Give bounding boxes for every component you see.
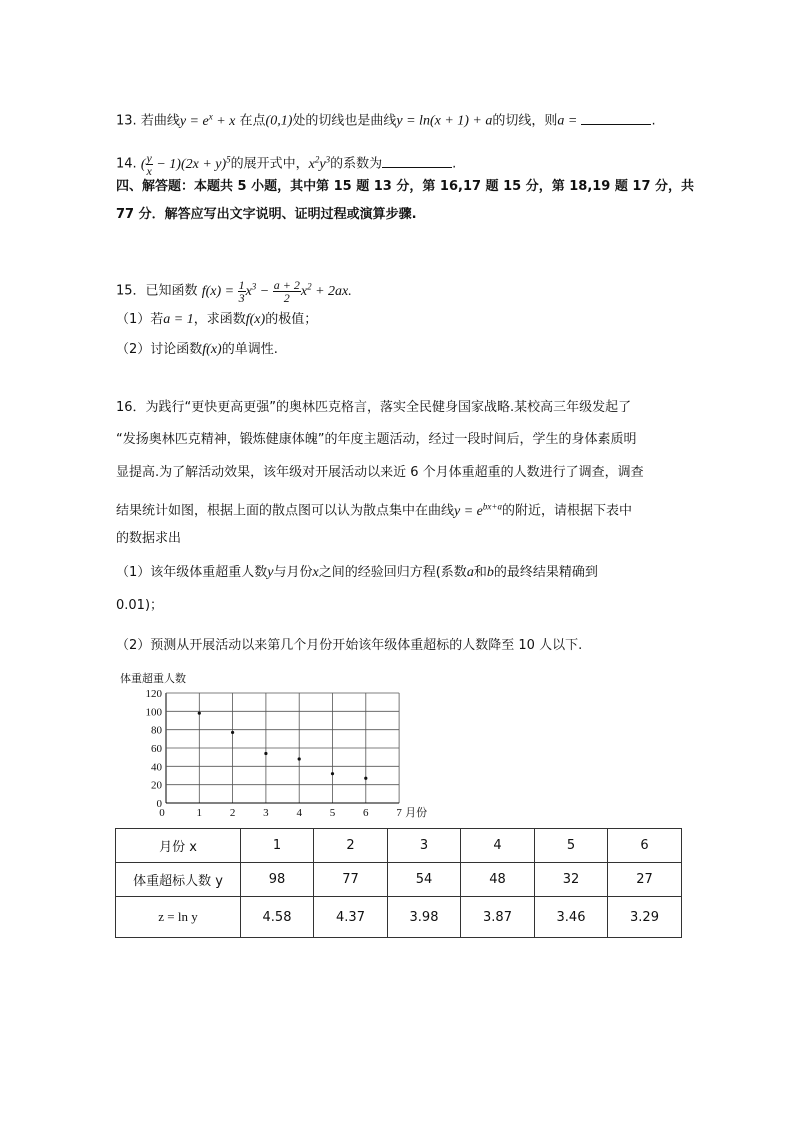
- question-14: [116, 144, 456, 180]
- q13-text-1: 若曲线: [140, 113, 180, 129]
- x-tick-label: 7: [396, 807, 402, 819]
- table-cell: 3.46: [535, 897, 608, 938]
- table-cell: 1: [241, 829, 314, 863]
- table-cell: 4: [461, 829, 535, 863]
- table-cell: 32: [535, 863, 608, 897]
- data-table: [115, 828, 682, 938]
- q13-curve-ln: y = ln(x + 1) + a: [396, 113, 493, 129]
- q14-text-1: 的展开式中，: [230, 156, 309, 172]
- table-cell: 77: [314, 863, 388, 897]
- y-axis-title: 体重超重人数: [120, 672, 186, 685]
- table-cell: 4.37: [314, 897, 388, 938]
- table-cell: 2: [314, 829, 388, 863]
- y-tick-label: 20: [151, 779, 162, 792]
- q15-text-1: 已知函数: [145, 283, 198, 299]
- q13-curve-exp: $y = e^x + x$: [179, 111, 236, 129]
- data-point: [198, 712, 201, 715]
- x-tick-label: 5: [329, 807, 336, 819]
- x-tick-label: 2: [229, 807, 236, 819]
- q16-p1-math-a: a: [466, 565, 474, 580]
- table-row-header: 月份 x: [116, 829, 241, 863]
- q15-p1-math-a: a = 1: [163, 312, 194, 327]
- x-axis-title: 月份: [405, 806, 428, 819]
- q13-text-3: 处的切线也是曲线: [292, 113, 397, 129]
- q16-line-4: [116, 496, 632, 522]
- q16-p1-math-b: b: [486, 565, 494, 580]
- q16-part-1-cont: 0.01)；: [116, 598, 164, 613]
- q16-part-1: [116, 563, 598, 583]
- q13-number: 13.: [116, 113, 137, 129]
- y-tick-label: 60: [151, 743, 162, 755]
- question-15: [116, 268, 352, 310]
- q14-answer-blank[interactable]: [382, 155, 452, 168]
- question-13: [116, 106, 656, 132]
- q16-part-2: （2）预测从开展活动以来第几个月份开始该年级体重超标的人数降至 10 人以下.: [116, 638, 583, 653]
- scatter-chart: [112, 668, 432, 820]
- q15-p1-text-c: 的极值；: [265, 312, 318, 327]
- section-4-line-2: 77 分．解答应写出文字说明、证明过程或演算步骤.: [116, 207, 417, 222]
- q16-p1-math-x: x: [312, 565, 319, 580]
- table-cell: 48: [461, 863, 535, 897]
- q15-p2-math-f: f(x): [202, 342, 222, 357]
- q13-text-2: 在点: [239, 113, 266, 129]
- q15-part-2: [116, 340, 278, 360]
- data-point: [298, 757, 301, 760]
- q15-p2-text-b: 的单调性.: [221, 342, 278, 357]
- q15-part-1: [116, 310, 317, 330]
- q14-expression: ( $\frac{y}{x}$ − $1)(2x + y)^5$: [140, 150, 231, 178]
- q14-end: .: [452, 156, 457, 172]
- table-cell: 3.29: [608, 897, 682, 938]
- q15-p1-text-a: （1）若: [116, 312, 164, 327]
- table-row: [116, 829, 682, 863]
- table-row-header: 体重超标人数 y: [116, 863, 241, 897]
- table-row: [116, 897, 682, 938]
- y-tick-label: 40: [151, 761, 162, 774]
- q16-p1-text-d: 和: [473, 565, 487, 580]
- section-4-line-1: 四、解答题：本题共 5 小题，其中第 15 题 13 分，第 16,17 题 15 分，第 18,19 题 17 分，共: [116, 179, 695, 194]
- y-tick-label: 120: [145, 688, 162, 700]
- data-point: [364, 777, 367, 780]
- y-tick-label: 0: [156, 798, 162, 810]
- table-cell: 3.98: [388, 897, 461, 938]
- data-point: [331, 772, 334, 775]
- q14-text-2: 的系数为: [330, 156, 383, 172]
- q15-function: f(x) = $\frac{1}{3}$ $x^3$ − $\frac{a + 2}{2}$ $x^2 + 2ax$.: [201, 277, 352, 305]
- q14-number: 14.: [116, 156, 137, 172]
- q15-p2-text-a: （2）讨论函数: [116, 342, 203, 357]
- q13-answer-blank[interactable]: [581, 112, 651, 125]
- x-tick-label: 1: [196, 807, 203, 819]
- q16-p1-text-e: 的最终结果精确到: [493, 565, 598, 580]
- q13-answer-var: a =: [557, 113, 578, 129]
- table-row-header: z = ln y: [116, 897, 241, 938]
- data-point: [231, 731, 234, 734]
- table-cell: 5: [535, 829, 608, 863]
- x-tick-label: 0: [159, 807, 165, 819]
- q15-number: 15．: [116, 283, 146, 299]
- table-cell: 3: [388, 829, 461, 863]
- table-cell: 27: [608, 863, 682, 897]
- q16-line-4-text-a: 结果统计如图，根据上面的散点图可以认为散点集中在曲线: [116, 503, 455, 519]
- x-tick-label: 6: [363, 807, 369, 819]
- q16-p1-text-c: 之间的经验回归方程(系数: [318, 565, 467, 580]
- q16-curve: $y = e^{bx+a}$: [454, 501, 502, 519]
- table-cell: 3.87: [461, 897, 535, 938]
- q13-end: .: [651, 113, 656, 129]
- table-cell: 6: [608, 829, 682, 863]
- q16-p1-text-b: 与月份: [273, 565, 313, 580]
- q14-term: $x^2y^3$: [308, 154, 331, 172]
- q16-line-2: “发扬奥林匹克精神，锻炼健康体魄”的年度主题活动，经过一段时间后，学生的身体素质明: [116, 432, 637, 447]
- q16-line-3: 显提高.为了解活动效果，该年级对开展活动以来近 6 个月体重超重的人数进行了调查，调查: [116, 465, 644, 480]
- table-cell: 54: [388, 863, 461, 897]
- x-tick-label: 4: [296, 807, 302, 819]
- y-tick-label: 100: [145, 706, 162, 719]
- q16-line-1: 16．为践行“更快更高更强”的奥林匹克格言，落实全民健身国家战略.某校高三年级发起了: [116, 400, 632, 415]
- q16-line-4-text-b: 的附近，请根据下表中: [501, 503, 632, 519]
- x-tick-label: 3: [263, 807, 269, 819]
- table-cell: 98: [241, 863, 314, 897]
- q13-text-4: 的切线，则: [492, 113, 558, 129]
- q16-p1-text-a: （1）该年级体重超重人数: [116, 565, 268, 580]
- table-row: [116, 863, 682, 897]
- table-cell: 4.58: [241, 897, 314, 938]
- q15-p1-text-b: ，求函数: [193, 312, 246, 327]
- q16-line-5: 的数据求出: [116, 531, 182, 546]
- q13-point: (0,1): [265, 113, 293, 129]
- q15-p1-math-f: f(x): [245, 312, 266, 327]
- q16-p1-math-y: y: [267, 565, 274, 580]
- y-tick-label: 80: [151, 724, 162, 737]
- data-point: [264, 752, 267, 755]
